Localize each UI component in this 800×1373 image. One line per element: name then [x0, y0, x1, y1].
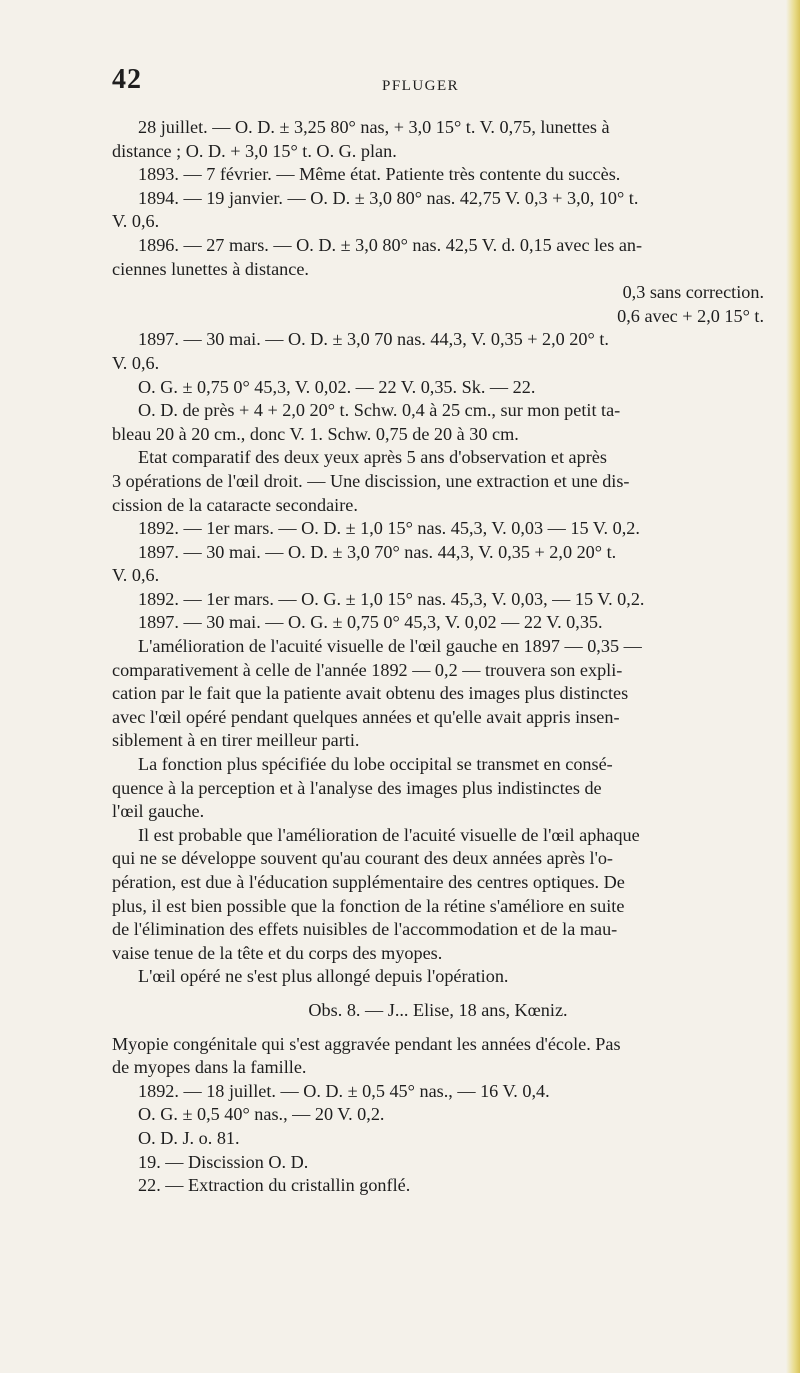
body-text: [112, 116, 764, 1198]
text-line: La fonction plus spécifiée du lobe occipital se transmet en consé-: [138, 754, 613, 775]
text-line: distance ; O. D. + 3,0 15° t. O. G. plan.: [112, 140, 397, 161]
text-line: avec l'œil opéré pendant quelques années et qu'elle avait appris insen-: [112, 706, 620, 727]
text-line: ciennes lunettes à distance.: [112, 258, 309, 279]
text-line: L'œil opéré ne s'est plus allongé depuis l'opération.: [138, 966, 509, 987]
text-line: vaise tenue de la tête et du corps des myopes.: [112, 942, 443, 963]
running-head: PFLUGER: [382, 78, 460, 94]
text-line: qui ne se développe souvent qu'au courant des deux années après l'o-: [112, 848, 613, 869]
text-line: plus, il est bien possible que la fonction de la rétine s'améliore en suite: [112, 895, 625, 916]
text-line: Il est probable que l'amélioration de l'acuité visuelle de l'œil aphaque: [138, 824, 640, 845]
text-line: de myopes dans la famille.: [112, 1057, 307, 1078]
text-line: siblement à en tirer meilleur parti.: [112, 730, 360, 751]
text-line: quence à la perception et à l'analyse des images plus indistinctes de: [112, 777, 602, 798]
text-line: Myopie congénitale qui s'est aggravée pendant les années d'école. Pas: [112, 1033, 621, 1054]
text-line: 1896. — 27 mars. — O. D. ± 3,0 80° nas. 42,5 V. d. 0,15 avec les an-: [138, 234, 643, 255]
text-line: 1893. — 7 février. — Même état. Patiente très contente du succès.: [138, 164, 621, 185]
text-line: l'œil gauche.: [112, 801, 205, 822]
text-line: 1892. — 1er mars. — O. D. ± 1,0 15° nas. 45,3, V. 0,03 — 15 V. 0,2.: [138, 518, 640, 539]
text-line: 1894. — 19 janvier. — O. D. ± 3,0 80° nas. 42,75 V. 0,3 + 3,0, 10° t.: [138, 187, 639, 208]
text-line: 1897. — 30 mai. — O. G. ± 0,75 0° 45,3, V. 0,02 — 22 V. 0,35.: [138, 612, 603, 633]
text-line: 0,3 sans correction.: [622, 282, 764, 303]
text-line: 1892. — 18 juillet. — O. D. ± 0,5 45° nas., — 16 V. 0,4.: [138, 1080, 550, 1101]
text-line: de l'élimination des effets nuisibles de l'accommodation et de la mau-: [112, 919, 618, 940]
page-number: 42: [112, 64, 142, 95]
spacer: [112, 989, 764, 999]
page-edge: [786, 0, 800, 1373]
text-line: 19. — Discission O. D.: [138, 1151, 309, 1172]
text-line: cission de la cataracte secondaire.: [112, 494, 358, 515]
text-line: 3 opérations de l'œil droit. — Une discission, une extraction et une dis-: [112, 470, 630, 491]
text-line: V. 0,6.: [112, 211, 160, 232]
text-line: pération, est due à l'éducation supplémentaire des centres optiques. De: [112, 872, 625, 892]
spacer: [112, 1023, 764, 1033]
text-line: bleau 20 à 20 cm., donc V. 1. Schw. 0,75 de 20 à 30 cm.: [112, 423, 519, 444]
text-line: O. D. J. o. 81.: [138, 1127, 240, 1148]
text-line: 1897. — 30 mai. — O. D. ± 3,0 70 nas. 44,3, V. 0,35 + 2,0 20° t.: [138, 329, 609, 350]
text-line: 22. — Extraction du cristallin gonflé.: [138, 1175, 411, 1196]
page-header: [0, 64, 800, 104]
text-line: 1892. — 1er mars. — O. G. ± 1,0 15° nas. 45,3, V. 0,03, — 15 V. 0,2.: [138, 588, 645, 609]
text-line: V. 0,6.: [112, 352, 160, 373]
text-line: comparativement à celle de l'année 1892 — 0,2 — trouvera son expli-: [112, 659, 623, 680]
text-line: 0,6 avec + 2,0 15° t.: [617, 305, 764, 326]
text-line: Obs. 8. — J... Elise, 18 ans, Kœniz.: [308, 999, 568, 1020]
text-line: O. G. ± 0,75 0° 45,3, V. 0,02. — 22 V. 0,35. Sk. — 22.: [138, 376, 536, 397]
text-line: L'amélioration de l'acuité visuelle de l'œil gauche en 1897 — 0,35 —: [138, 636, 642, 657]
text-line: O. G. ± 0,5 40° nas., — 20 V. 0,2.: [138, 1104, 385, 1125]
text-line: O. D. de près + 4 + 2,0 20° t. Schw. 0,4 à 25 cm., sur mon petit ta-: [138, 400, 621, 421]
text-line: 28 juillet. — O. D. ± 3,25 80° nas, + 3,0 15° t. V. 0,75, lunettes à: [138, 117, 610, 137]
text-line: Etat comparatif des deux yeux après 5 ans d'observation et après: [138, 447, 607, 468]
text-line: cation par le fait que la patiente avait obtenu des images plus distinctes: [112, 683, 629, 704]
text-line: V. 0,6.: [112, 565, 160, 586]
text-line: 1897. — 30 mai. — O. D. ± 3,0 70° nas. 44,3, V. 0,35 + 2,0 20° t.: [138, 541, 617, 562]
